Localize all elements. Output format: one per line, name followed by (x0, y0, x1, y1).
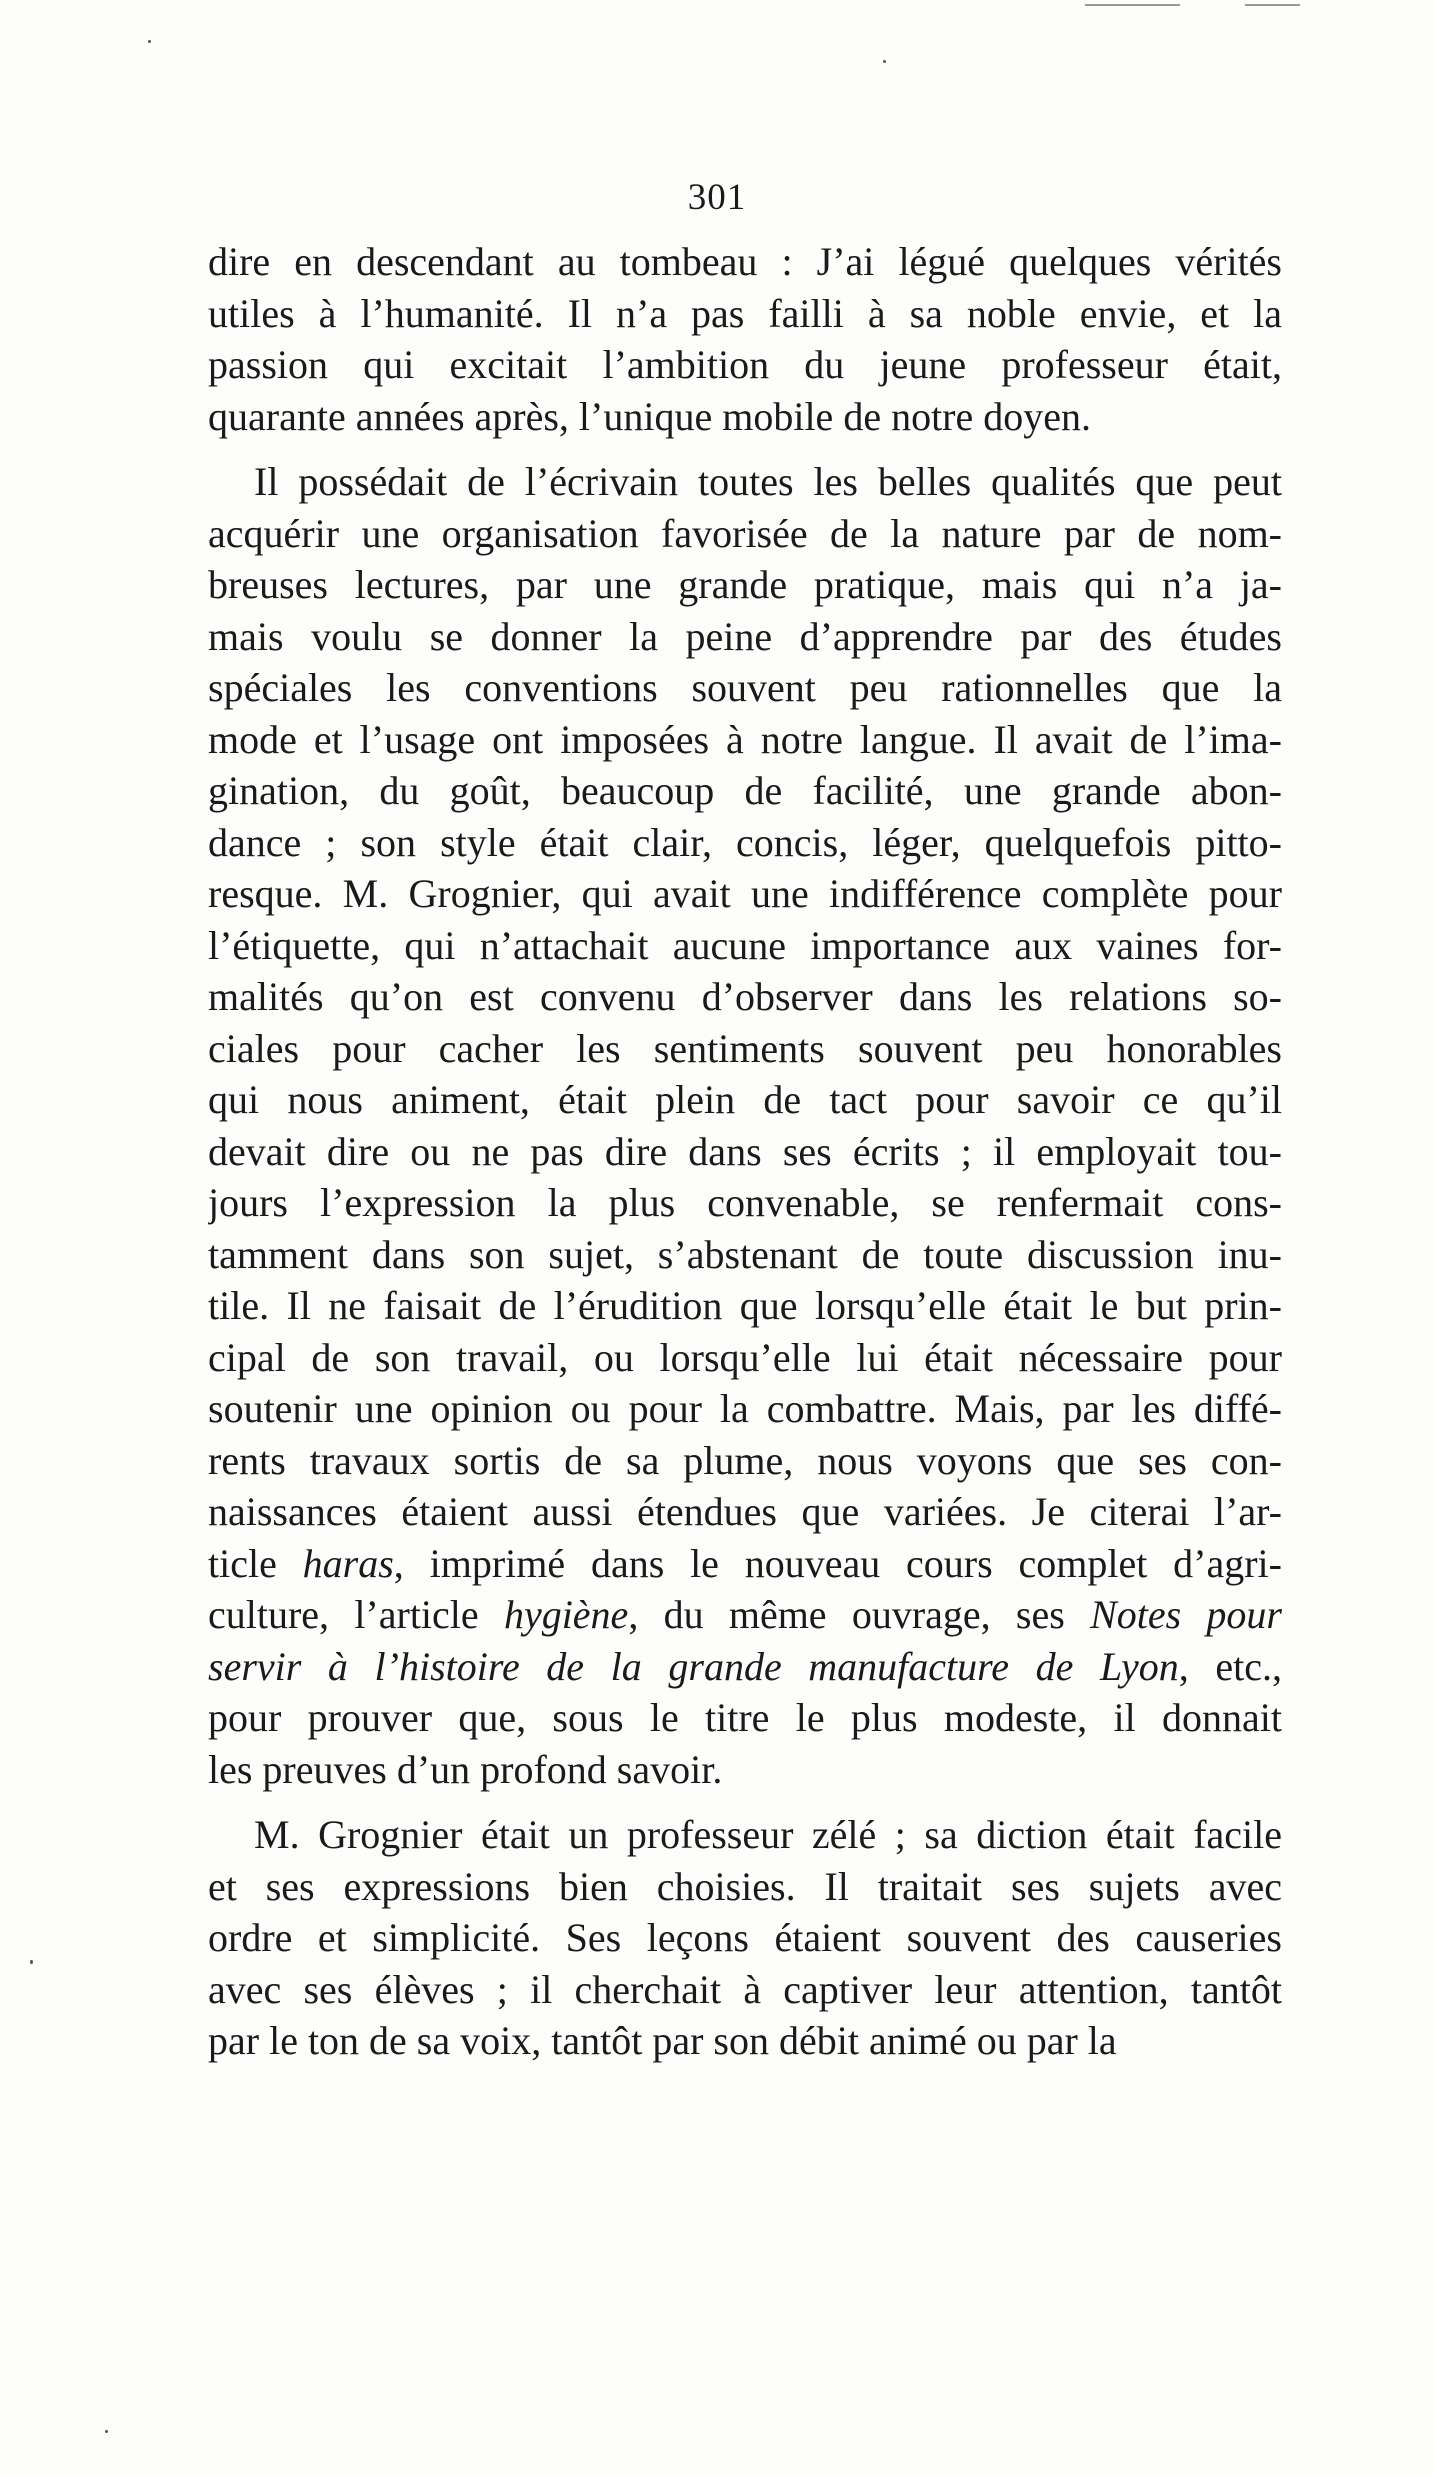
text-line (208, 1074, 1282, 1126)
text-segment: resque. M. Grognier, qui avait une indifférence complète pour (208, 871, 1282, 916)
text-line (208, 1538, 1282, 1590)
text-segment: passion qui excitait l’ambition du jeune professeur était, (208, 342, 1282, 387)
text-line (208, 1126, 1282, 1178)
paper-speck (105, 2430, 108, 2433)
top-edge-rule (1245, 4, 1300, 6)
paper-speck (30, 1960, 33, 1964)
text-segment: acquérir une organisation favorisée de la nature par de nom- (208, 510, 1282, 556)
text-line (208, 1023, 1282, 1075)
text-line (208, 1177, 1282, 1229)
text-segment: tile. Il ne faisait de l’érudition que lorsqu’elle était le but prin- (208, 1283, 1282, 1328)
text-line (208, 1280, 1282, 1332)
text-segment: jours l’expression la plus convenable, se renfermait cons- (208, 1180, 1282, 1225)
text-line (208, 339, 1282, 391)
text-segment: ciales pour cacher les sentiments souvent peu honorables (208, 1025, 1282, 1071)
paragraph-gap (208, 1795, 1282, 1809)
text-line (208, 714, 1282, 766)
text-line (208, 391, 1282, 443)
text-line (208, 2015, 1282, 2067)
text-segment: Il possédait de l’écrivain toutes les belles qualités que peut (254, 459, 1282, 504)
text-segment: avec ses élèves ; il cherchait à captiver leur attention, tantôt (208, 1966, 1282, 2012)
text-line (208, 868, 1282, 920)
text-line (208, 1589, 1282, 1641)
text-segment: par le ton de sa voix, tantôt par son débit animé ou par la (208, 2018, 1117, 2063)
text-line (208, 456, 1282, 508)
text-segment: culture, l’article (208, 1592, 504, 1637)
text-line (208, 1964, 1282, 2016)
text-segment: mais voulu se donner la peine d’apprendre par des études (208, 613, 1282, 659)
text-segment: qui nous animent, était plein de tact pour savoir ce qu’il (208, 1077, 1282, 1122)
paragraph-gap (208, 442, 1282, 456)
text-segment: breuses lectures, par une grande pratique, mais qui n’a ja- (208, 562, 1282, 607)
text-segment: rents travaux sortis de sa plume, nous voyons que ses con- (208, 1437, 1282, 1483)
text-segment: quarante années après, l’unique mobile de notre doyen. (208, 393, 1092, 439)
text-line (208, 1486, 1282, 1538)
text-line (208, 1744, 1282, 1796)
paper-speck (883, 60, 886, 63)
text-line (208, 662, 1282, 714)
text-segment: tamment dans son sujet, s’abstenant de toute discussion inu- (208, 1231, 1282, 1277)
text-line (208, 765, 1282, 817)
text-line (208, 508, 1282, 560)
italic-text: Notes pour (1090, 1592, 1282, 1637)
text-line (208, 611, 1282, 663)
text-segment: , du même ouvrage, ses (628, 1592, 1091, 1637)
text-segment: dance ; son style était clair, concis, léger, quelquefois pitto- (208, 819, 1282, 865)
text-line (208, 559, 1282, 611)
text-segment: l’étiquette, qui n’attachait aucune importance aux vaines for- (208, 922, 1282, 968)
text-segment: cipal de son travail, ou lorsqu’elle lui était nécessaire pour (208, 1334, 1282, 1380)
text-segment: gination, du goût, beaucoup de facilité, une grande abon- (208, 768, 1282, 813)
text-segment: et ses expressions bien choisies. Il traitait ses sujets avec (208, 1863, 1282, 1909)
text-line (208, 817, 1282, 869)
text-segment: malités qu’on est convenu d’observer dans les relations so- (208, 974, 1282, 1019)
paper-speck (148, 40, 151, 43)
italic-text: haras (302, 1540, 394, 1586)
text-segment: naissances étaient aussi étendues que variées. Je citerai l’ar- (208, 1489, 1282, 1534)
text-segment: dire en descendant au tombeau : J’ai légué quelques vérités (208, 239, 1282, 284)
text-segment: les preuves d’un profond savoir. (208, 1746, 723, 1792)
text-line (208, 236, 1282, 288)
text-segment: soutenir une opinion ou pour la combattre. Mais, par les diffé- (208, 1386, 1282, 1431)
text-line (208, 1692, 1282, 1744)
text-line (208, 971, 1282, 1023)
text-segment: spéciales les conventions souvent peu rationnelles que la (208, 665, 1282, 710)
text-segment: ordre et simplicité. Ses leçons étaient souvent des causeries (208, 1915, 1282, 1960)
text-segment: , imprimé dans le nouveau cours complet d’agri- (393, 1540, 1282, 1586)
top-edge-rule (1085, 4, 1180, 6)
text-segment: devait dire ou ne pas dire dans ses écrits ; il employait tou- (208, 1128, 1282, 1174)
text-line (208, 1229, 1282, 1281)
text-line (208, 1435, 1282, 1487)
italic-text: hygiène (503, 1592, 629, 1637)
text-segment: pour prouver que, sous le titre le plus modeste, il donnait (208, 1695, 1282, 1740)
text-segment: utiles à l’humanité. Il n’a pas failli à sa noble envie, et la (208, 290, 1282, 336)
text-line (208, 1641, 1282, 1693)
text-segment: , etc., (1178, 1643, 1282, 1689)
text-line (208, 1332, 1282, 1384)
text-line (208, 1912, 1282, 1964)
page-number: 301 (687, 177, 747, 218)
text-segment: M. Grognier était un professeur zélé ; sa diction était facile (254, 1812, 1282, 1857)
italic-text: servir à l’histoire de la grande manufacture de Lyon (208, 1643, 1179, 1689)
body-text (208, 236, 1282, 2067)
text-segment: ticle (208, 1540, 303, 1586)
text-segment: mode et l’usage ont imposées à notre langue. Il avait de l’ima- (208, 716, 1282, 762)
text-line (208, 1861, 1282, 1913)
text-line (208, 920, 1282, 972)
text-line (208, 1383, 1282, 1435)
text-line (208, 288, 1282, 340)
text-line (208, 1809, 1282, 1861)
